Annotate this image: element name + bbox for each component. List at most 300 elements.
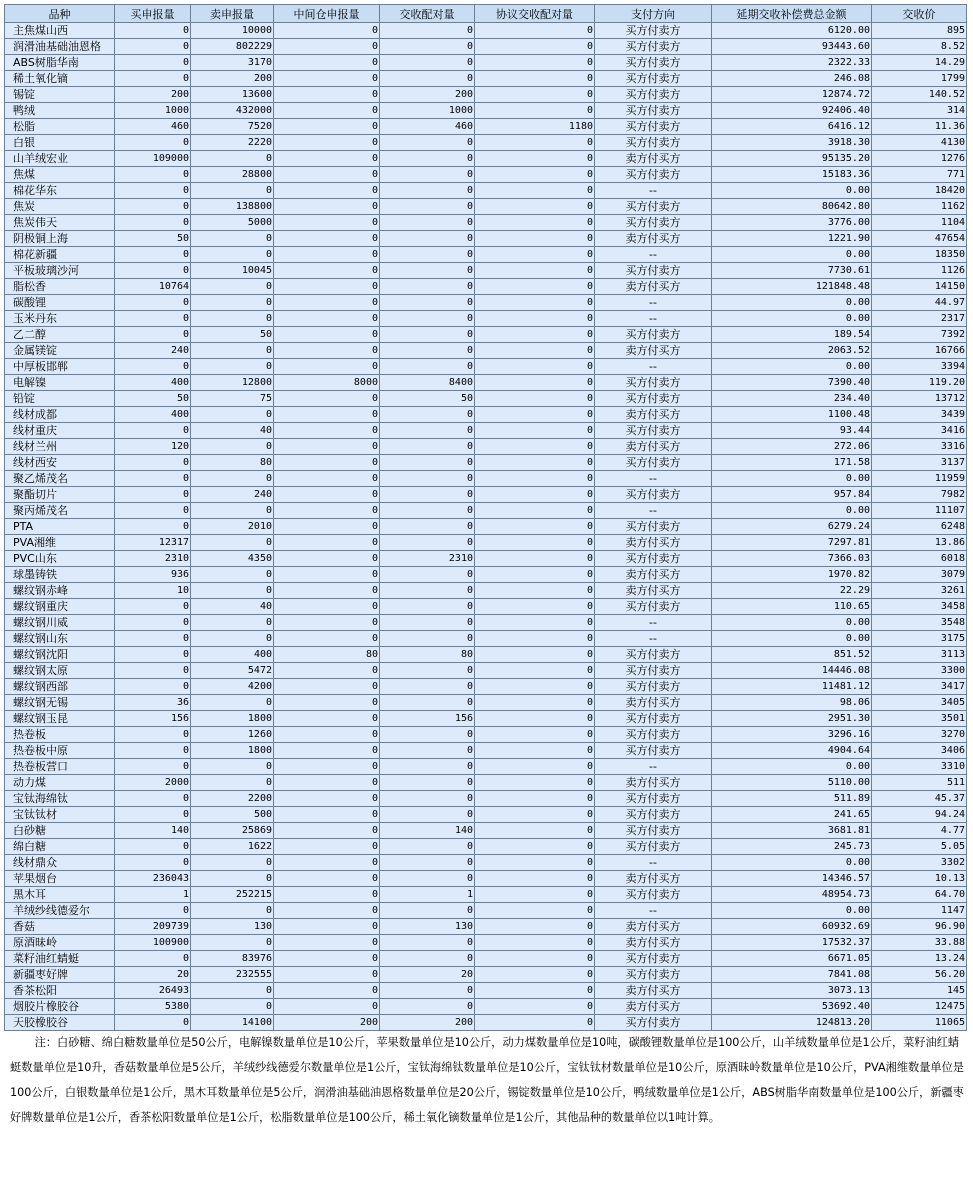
- table-row: [5, 791, 967, 807]
- table-row: [5, 55, 967, 71]
- cell-variety: 主焦煤山西: [5, 23, 115, 39]
- cell-delivery-matched: 80: [380, 647, 475, 663]
- cell-delivery-matched: 0: [380, 423, 475, 439]
- cell-payment-direction: --: [595, 615, 712, 631]
- cell-variety: 香菇: [5, 919, 115, 935]
- cell-intermediate-declared: 0: [274, 535, 380, 551]
- cell-sell-declared: 0: [191, 311, 274, 327]
- cell-delivery-matched: 0: [380, 327, 475, 343]
- cell-intermediate-declared: 0: [274, 455, 380, 471]
- cell-compensation-total: 93443.60: [712, 39, 872, 55]
- cell-sell-declared: 240: [191, 487, 274, 503]
- cell-buy-declared: 0: [115, 263, 191, 279]
- cell-delivery-price: 94.24: [872, 807, 967, 823]
- cell-agreement-matched: 0: [475, 935, 595, 951]
- cell-intermediate-declared: 0: [274, 487, 380, 503]
- cell-intermediate-declared: 0: [274, 919, 380, 935]
- cell-delivery-price: 14150: [872, 279, 967, 295]
- cell-buy-declared: 0: [115, 23, 191, 39]
- cell-compensation-total: 124813.20: [712, 1015, 872, 1031]
- cell-payment-direction: --: [595, 311, 712, 327]
- cell-compensation-total: 957.84: [712, 487, 872, 503]
- cell-intermediate-declared: 0: [274, 791, 380, 807]
- cell-compensation-total: 3681.81: [712, 823, 872, 839]
- cell-delivery-price: 3175: [872, 631, 967, 647]
- cell-compensation-total: 1221.90: [712, 231, 872, 247]
- cell-payment-direction: --: [595, 471, 712, 487]
- cell-variety: 电解镍: [5, 375, 115, 391]
- cell-variety: 线材西安: [5, 455, 115, 471]
- cell-delivery-matched: 0: [380, 183, 475, 199]
- cell-delivery-matched: 0: [380, 455, 475, 471]
- cell-payment-direction: --: [595, 359, 712, 375]
- cell-delivery-matched: 50: [380, 391, 475, 407]
- cell-agreement-matched: 0: [475, 391, 595, 407]
- cell-delivery-price: 3417: [872, 679, 967, 695]
- cell-agreement-matched: 0: [475, 199, 595, 215]
- cell-agreement-matched: 0: [475, 535, 595, 551]
- cell-sell-declared: 0: [191, 503, 274, 519]
- cell-payment-direction: 买方付卖方: [595, 55, 712, 71]
- cell-sell-declared: 0: [191, 407, 274, 423]
- cell-buy-declared: 26493: [115, 983, 191, 999]
- cell-intermediate-declared: 0: [274, 759, 380, 775]
- cell-agreement-matched: 0: [475, 887, 595, 903]
- table-row: [5, 935, 967, 951]
- cell-buy-declared: 0: [115, 631, 191, 647]
- cell-buy-declared: 0: [115, 807, 191, 823]
- cell-delivery-matched: 0: [380, 631, 475, 647]
- cell-compensation-total: 0.00: [712, 311, 872, 327]
- cell-delivery-matched: 0: [380, 839, 475, 855]
- cell-variety: 平板玻璃沙河: [5, 263, 115, 279]
- table-row: [5, 887, 967, 903]
- cell-buy-declared: 0: [115, 503, 191, 519]
- cell-delivery-price: 3079: [872, 567, 967, 583]
- cell-compensation-total: 0.00: [712, 759, 872, 775]
- cell-variety: PVC山东: [5, 551, 115, 567]
- cell-variety: 热卷板营口: [5, 759, 115, 775]
- cell-sell-declared: 3170: [191, 55, 274, 71]
- cell-agreement-matched: 0: [475, 407, 595, 423]
- cell-delivery-matched: 0: [380, 775, 475, 791]
- cell-delivery-matched: 0: [380, 263, 475, 279]
- table-row: [5, 903, 967, 919]
- cell-agreement-matched: 0: [475, 183, 595, 199]
- cell-compensation-total: 272.06: [712, 439, 872, 455]
- cell-buy-declared: 0: [115, 471, 191, 487]
- cell-buy-declared: 460: [115, 119, 191, 135]
- cell-agreement-matched: 0: [475, 903, 595, 919]
- cell-intermediate-declared: 0: [274, 903, 380, 919]
- cell-delivery-price: 18420: [872, 183, 967, 199]
- cell-variety: 中厚板邯郸: [5, 359, 115, 375]
- cell-buy-declared: 5380: [115, 999, 191, 1015]
- cell-sell-declared: 0: [191, 855, 274, 871]
- cell-compensation-total: 6671.05: [712, 951, 872, 967]
- cell-delivery-matched: 0: [380, 759, 475, 775]
- table-row: [5, 327, 967, 343]
- cell-intermediate-declared: 0: [274, 119, 380, 135]
- table-row: [5, 519, 967, 535]
- cell-variety: 螺纹钢太原: [5, 663, 115, 679]
- cell-buy-declared: 100900: [115, 935, 191, 951]
- cell-variety: 线材重庆: [5, 423, 115, 439]
- cell-delivery-price: 33.88: [872, 935, 967, 951]
- footnote: 注：白砂糖、绵白糖数量单位是50公斤，电解镍数量单位是10公斤，苹果数量单位是10公斤，动力煤数量单位是10吨，碳酸锂数量单位是100公斤，山羊绒数量单位是1公斤，菜籽油红蜻蜓数量单位是10升，香菇数量单位是5公斤，羊绒纱线德爱尔数量单位是1公斤，宝钛海绵钛数量单位是10公斤，宝钛钛材数量单位是10公斤，原酒昧岭数量单位是10公斤，PVA湘维数量单位是100公斤，白银数量单位是1公斤，黑木耳数量单位是5公斤，润滑油基础油恩格数量单位是20公斤，锡锭数量单位是10公斤，鸭绒数量单位是1公斤，ABS树脂华南数量单位是100公斤，新疆枣好牌数量单位是1公斤，香茶松阳数量单位是1公斤，松脂数量单位是100公斤，稀土氧化镝数量单位是1公斤，其他品种的数量单位以1吨计算。: [10, 1036, 964, 1124]
- cell-sell-declared: 802229: [191, 39, 274, 55]
- cell-delivery-matched: 1000: [380, 103, 475, 119]
- cell-delivery-matched: 0: [380, 615, 475, 631]
- cell-buy-declared: 936: [115, 567, 191, 583]
- cell-payment-direction: 卖方付买方: [595, 407, 712, 423]
- cell-delivery-matched: 2310: [380, 551, 475, 567]
- cell-delivery-matched: 0: [380, 583, 475, 599]
- cell-variety: 棉花华东: [5, 183, 115, 199]
- cell-variety: 白砂糖: [5, 823, 115, 839]
- cell-agreement-matched: 0: [475, 743, 595, 759]
- cell-buy-declared: 0: [115, 167, 191, 183]
- cell-sell-declared: 0: [191, 983, 274, 999]
- cell-sell-declared: 28800: [191, 167, 274, 183]
- cell-sell-declared: 1800: [191, 711, 274, 727]
- cell-agreement-matched: 0: [475, 87, 595, 103]
- cell-sell-declared: 10045: [191, 263, 274, 279]
- cell-delivery-matched: 0: [380, 359, 475, 375]
- cell-buy-declared: 2310: [115, 551, 191, 567]
- cell-variety: 聚乙烯茂名: [5, 471, 115, 487]
- cell-delivery-price: 511: [872, 775, 967, 791]
- cell-intermediate-declared: 0: [274, 327, 380, 343]
- table-row: [5, 695, 967, 711]
- table-row: [5, 599, 967, 615]
- cell-delivery-price: 14.29: [872, 55, 967, 71]
- cell-payment-direction: 买方付卖方: [595, 263, 712, 279]
- cell-delivery-price: 16766: [872, 343, 967, 359]
- cell-intermediate-declared: 0: [274, 231, 380, 247]
- cell-sell-declared: 0: [191, 183, 274, 199]
- cell-delivery-matched: 0: [380, 247, 475, 263]
- cell-agreement-matched: 0: [475, 375, 595, 391]
- cell-delivery-price: 771: [872, 167, 967, 183]
- cell-compensation-total: 12874.72: [712, 87, 872, 103]
- cell-variety: 焦炭: [5, 199, 115, 215]
- cell-delivery-matched: 0: [380, 295, 475, 311]
- cell-delivery-price: 4.77: [872, 823, 967, 839]
- cell-delivery-price: 18350: [872, 247, 967, 263]
- cell-delivery-price: 13.86: [872, 535, 967, 551]
- cell-intermediate-declared: 0: [274, 279, 380, 295]
- cell-intermediate-declared: 0: [274, 967, 380, 983]
- table-row: [5, 247, 967, 263]
- cell-compensation-total: 3776.00: [712, 215, 872, 231]
- cell-intermediate-declared: 0: [274, 471, 380, 487]
- cell-buy-declared: 0: [115, 455, 191, 471]
- table-row: [5, 471, 967, 487]
- cell-payment-direction: 买方付卖方: [595, 807, 712, 823]
- table-row: [5, 39, 967, 55]
- cell-sell-declared: 0: [191, 295, 274, 311]
- cell-compensation-total: 0.00: [712, 471, 872, 487]
- cell-agreement-matched: 1180: [475, 119, 595, 135]
- cell-agreement-matched: 0: [475, 727, 595, 743]
- cell-variety: PTA: [5, 519, 115, 535]
- cell-delivery-price: 64.70: [872, 887, 967, 903]
- table-row: [5, 23, 967, 39]
- cell-agreement-matched: 0: [475, 423, 595, 439]
- cell-sell-declared: 0: [191, 439, 274, 455]
- cell-payment-direction: 买方付卖方: [595, 167, 712, 183]
- cell-agreement-matched: 0: [475, 71, 595, 87]
- cell-buy-declared: 20: [115, 967, 191, 983]
- table-row: [5, 407, 967, 423]
- cell-intermediate-declared: 0: [274, 423, 380, 439]
- cell-delivery-matched: 0: [380, 279, 475, 295]
- cell-delivery-matched: 0: [380, 535, 475, 551]
- cell-agreement-matched: 0: [475, 439, 595, 455]
- cell-buy-declared: 1: [115, 887, 191, 903]
- cell-delivery-price: 3548: [872, 615, 967, 631]
- cell-delivery-price: 3458: [872, 599, 967, 615]
- cell-payment-direction: --: [595, 855, 712, 871]
- cell-delivery-price: 3137: [872, 455, 967, 471]
- cell-delivery-price: 11065: [872, 1015, 967, 1031]
- cell-buy-declared: 10: [115, 583, 191, 599]
- cell-delivery-matched: 0: [380, 215, 475, 231]
- cell-delivery-price: 56.20: [872, 967, 967, 983]
- cell-compensation-total: 11481.12: [712, 679, 872, 695]
- cell-delivery-matched: 8400: [380, 375, 475, 391]
- header-variety: 品种: [5, 5, 115, 23]
- cell-buy-declared: 209739: [115, 919, 191, 935]
- cell-delivery-matched: 0: [380, 903, 475, 919]
- cell-agreement-matched: 0: [475, 983, 595, 999]
- cell-agreement-matched: 0: [475, 519, 595, 535]
- cell-variety: 螺纹钢山东: [5, 631, 115, 647]
- cell-intermediate-declared: 0: [274, 407, 380, 423]
- cell-delivery-matched: 1: [380, 887, 475, 903]
- cell-payment-direction: --: [595, 903, 712, 919]
- cell-variety: 线材鼎众: [5, 855, 115, 871]
- cell-sell-declared: 0: [191, 535, 274, 551]
- table-row: [5, 183, 967, 199]
- cell-buy-declared: 120: [115, 439, 191, 455]
- cell-delivery-price: 895: [872, 23, 967, 39]
- cell-delivery-matched: 0: [380, 167, 475, 183]
- cell-intermediate-declared: 0: [274, 71, 380, 87]
- cell-buy-declared: 0: [115, 951, 191, 967]
- cell-variety: 锡锭: [5, 87, 115, 103]
- cell-variety: 线材成都: [5, 407, 115, 423]
- table-body: [5, 23, 967, 1031]
- cell-buy-declared: 0: [115, 663, 191, 679]
- cell-intermediate-declared: 80: [274, 647, 380, 663]
- cell-buy-declared: 0: [115, 311, 191, 327]
- cell-compensation-total: 95135.20: [712, 151, 872, 167]
- cell-agreement-matched: 0: [475, 487, 595, 503]
- cell-intermediate-declared: 0: [274, 983, 380, 999]
- cell-intermediate-declared: 0: [274, 743, 380, 759]
- cell-payment-direction: 买方付卖方: [595, 823, 712, 839]
- cell-delivery-price: 11959: [872, 471, 967, 487]
- cell-sell-declared: 130: [191, 919, 274, 935]
- cell-compensation-total: 171.58: [712, 455, 872, 471]
- table-row: [5, 215, 967, 231]
- cell-buy-declared: 10764: [115, 279, 191, 295]
- cell-intermediate-declared: 0: [274, 263, 380, 279]
- cell-agreement-matched: 0: [475, 759, 595, 775]
- cell-payment-direction: 买方付卖方: [595, 135, 712, 151]
- cell-variety: 螺纹钢无锡: [5, 695, 115, 711]
- cell-payment-direction: 买方付卖方: [595, 119, 712, 135]
- cell-buy-declared: 36: [115, 695, 191, 711]
- table-row: [5, 951, 967, 967]
- cell-payment-direction: 买方付卖方: [595, 391, 712, 407]
- cell-sell-declared: 25869: [191, 823, 274, 839]
- cell-intermediate-declared: 0: [274, 583, 380, 599]
- cell-agreement-matched: 0: [475, 647, 595, 663]
- table-row: [5, 551, 967, 567]
- cell-payment-direction: 卖方付买方: [595, 567, 712, 583]
- cell-intermediate-declared: 0: [274, 567, 380, 583]
- cell-delivery-price: 145: [872, 983, 967, 999]
- cell-payment-direction: 买方付卖方: [595, 711, 712, 727]
- table-row: [5, 567, 967, 583]
- cell-delivery-matched: 0: [380, 983, 475, 999]
- cell-buy-declared: 0: [115, 423, 191, 439]
- cell-buy-declared: 140: [115, 823, 191, 839]
- cell-payment-direction: --: [595, 759, 712, 775]
- cell-sell-declared: 4200: [191, 679, 274, 695]
- cell-delivery-matched: 0: [380, 679, 475, 695]
- cell-delivery-price: 3310: [872, 759, 967, 775]
- cell-payment-direction: 买方付卖方: [595, 951, 712, 967]
- table-row: [5, 743, 967, 759]
- cell-delivery-matched: 0: [380, 855, 475, 871]
- cell-variety: 稀土氧化镝: [5, 71, 115, 87]
- cell-variety: 棉花新疆: [5, 247, 115, 263]
- cell-compensation-total: 7841.08: [712, 967, 872, 983]
- cell-variety: 热卷板中原: [5, 743, 115, 759]
- cell-compensation-total: 80642.80: [712, 199, 872, 215]
- cell-delivery-matched: 0: [380, 503, 475, 519]
- cell-payment-direction: 买方付卖方: [595, 727, 712, 743]
- cell-delivery-matched: 0: [380, 343, 475, 359]
- cell-intermediate-declared: 0: [274, 135, 380, 151]
- cell-delivery-matched: 0: [380, 567, 475, 583]
- cell-delivery-matched: 200: [380, 1015, 475, 1031]
- cell-compensation-total: 53692.40: [712, 999, 872, 1015]
- table-row: [5, 455, 967, 471]
- cell-delivery-price: 3302: [872, 855, 967, 871]
- cell-variety: 羊绒纱线德爱尔: [5, 903, 115, 919]
- cell-variety: 螺纹钢玉昆: [5, 711, 115, 727]
- cell-sell-declared: 0: [191, 615, 274, 631]
- table-row: [5, 759, 967, 775]
- header-agreement-matched: 协议交收配对量: [475, 5, 595, 23]
- table-row: [5, 775, 967, 791]
- cell-delivery-price: 96.90: [872, 919, 967, 935]
- cell-buy-declared: 50: [115, 391, 191, 407]
- cell-buy-declared: 156: [115, 711, 191, 727]
- cell-sell-declared: 400: [191, 647, 274, 663]
- cell-buy-declared: 2000: [115, 775, 191, 791]
- cell-delivery-price: 4130: [872, 135, 967, 151]
- cell-intermediate-declared: 0: [274, 695, 380, 711]
- cell-variety: 聚丙烯茂名: [5, 503, 115, 519]
- cell-payment-direction: 买方付卖方: [595, 375, 712, 391]
- cell-variety: 脂松香: [5, 279, 115, 295]
- cell-payment-direction: 买方付卖方: [595, 647, 712, 663]
- cell-sell-declared: 0: [191, 343, 274, 359]
- cell-compensation-total: 246.08: [712, 71, 872, 87]
- cell-sell-declared: 13600: [191, 87, 274, 103]
- cell-buy-declared: 12317: [115, 535, 191, 551]
- cell-variety: 烟胶片橡胶谷: [5, 999, 115, 1015]
- cell-delivery-price: 47654: [872, 231, 967, 247]
- cell-buy-declared: 0: [115, 743, 191, 759]
- cell-intermediate-declared: 0: [274, 663, 380, 679]
- cell-payment-direction: 买方付卖方: [595, 839, 712, 855]
- cell-delivery-price: 11.36: [872, 119, 967, 135]
- cell-sell-declared: 5000: [191, 215, 274, 231]
- cell-sell-declared: 83976: [191, 951, 274, 967]
- cell-buy-declared: 0: [115, 791, 191, 807]
- cell-payment-direction: 卖方付买方: [595, 151, 712, 167]
- table-row: [5, 823, 967, 839]
- cell-payment-direction: 买方付卖方: [595, 967, 712, 983]
- cell-sell-declared: 0: [191, 359, 274, 375]
- cell-payment-direction: 买方付卖方: [595, 215, 712, 231]
- cell-delivery-price: 3113: [872, 647, 967, 663]
- cell-intermediate-declared: 0: [274, 727, 380, 743]
- cell-payment-direction: 买方付卖方: [595, 327, 712, 343]
- cell-payment-direction: --: [595, 247, 712, 263]
- cell-delivery-price: 5.05: [872, 839, 967, 855]
- cell-payment-direction: --: [595, 503, 712, 519]
- cell-buy-declared: 0: [115, 295, 191, 311]
- cell-payment-direction: 卖方付买方: [595, 583, 712, 599]
- cell-sell-declared: 0: [191, 247, 274, 263]
- cell-variety: 线材兰州: [5, 439, 115, 455]
- cell-delivery-matched: 0: [380, 519, 475, 535]
- cell-variety: 螺纹钢川威: [5, 615, 115, 631]
- cell-payment-direction: 买方付卖方: [595, 663, 712, 679]
- cell-compensation-total: 0.00: [712, 359, 872, 375]
- table-row: [5, 71, 967, 87]
- cell-delivery-matched: 0: [380, 55, 475, 71]
- cell-sell-declared: 0: [191, 151, 274, 167]
- cell-agreement-matched: 0: [475, 503, 595, 519]
- cell-delivery-price: 6018: [872, 551, 967, 567]
- table-row: [5, 263, 967, 279]
- cell-delivery-matched: 0: [380, 935, 475, 951]
- cell-compensation-total: 241.65: [712, 807, 872, 823]
- cell-compensation-total: 2063.52: [712, 343, 872, 359]
- cell-agreement-matched: 0: [475, 615, 595, 631]
- cell-buy-declared: 400: [115, 407, 191, 423]
- cell-buy-declared: 0: [115, 55, 191, 71]
- cell-buy-declared: 0: [115, 759, 191, 775]
- cell-sell-declared: 1800: [191, 743, 274, 759]
- cell-delivery-price: 13.24: [872, 951, 967, 967]
- table-row: [5, 359, 967, 375]
- cell-intermediate-declared: 0: [274, 87, 380, 103]
- cell-compensation-total: 511.89: [712, 791, 872, 807]
- cell-sell-declared: 1622: [191, 839, 274, 855]
- cell-delivery-price: 3416: [872, 423, 967, 439]
- cell-agreement-matched: 0: [475, 775, 595, 791]
